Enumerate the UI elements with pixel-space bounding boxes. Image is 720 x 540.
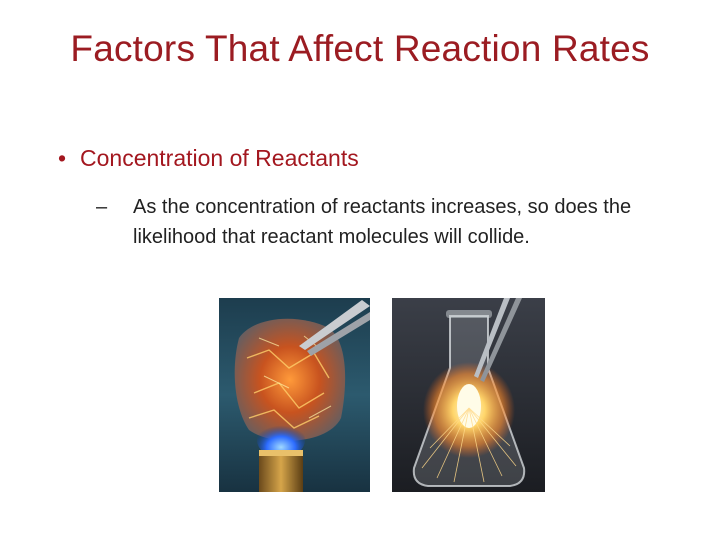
steel-wool-flame-photo (219, 298, 370, 492)
flask-oxygen-combustion-photo (392, 298, 545, 492)
bullet-marker: • (58, 145, 67, 171)
slide-title: Factors That Affect Reaction Rates (70, 28, 650, 69)
bullet-item (58, 145, 359, 172)
sub-bullet-text: As the concentration of reactants increases, so does the likelihood that reactant molecules will collide. (133, 196, 632, 248)
bullet-text: Concentration of Reactants (80, 145, 359, 171)
sub-bullet-marker: – (96, 196, 108, 218)
sub-bullet-item (96, 192, 686, 252)
